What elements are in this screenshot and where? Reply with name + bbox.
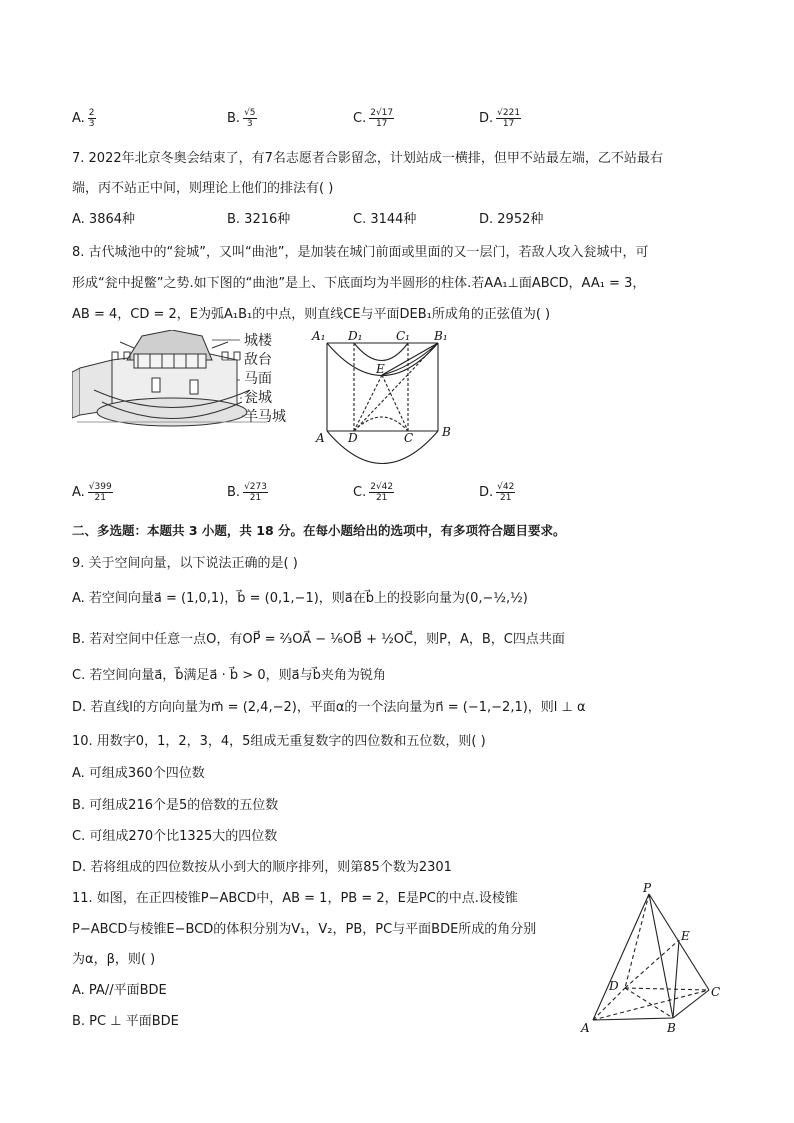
curved-pool-diagram [310, 328, 460, 468]
label-a1: A₁ [312, 329, 326, 343]
q10-option-b[interactable]: B. 可组成216个是5的倍数的五位数 [72, 798, 279, 813]
q6-option-d[interactable]: D. $\frac{√221}{17}$ [479, 108, 521, 129]
q6-option-a[interactable]: A. $\frac{2}{3}$ [72, 108, 95, 129]
label-e: E [376, 362, 385, 376]
q8-line-3: AB = 4，CD = 2，E为弧A₁B₁的中点，则直线CE与平面DEB₁所成角的正弦值为( ) [72, 307, 551, 322]
castle-label: 马面 [244, 371, 272, 387]
label-d1: D₁ [348, 329, 363, 343]
q7-option-a[interactable]: A. 3864种 [72, 212, 136, 227]
top-inner-arc [354, 343, 408, 361]
q8-line-2: 形成“瓮中捉鳖”之势.如下图的“曲池”是上、下底面均为半圆形的柱体.若AA₁⊥面ABCD，AA₁ = 3， [72, 276, 646, 291]
pyramid-figure [575, 880, 735, 1040]
q7-option-b[interactable]: B. 3216种 [227, 212, 291, 227]
curved-pool-figure [310, 328, 460, 468]
q9-stem: 9. 关于空间向量，以下说法正确的是( ) [72, 556, 298, 571]
q7-option-d[interactable]: D. 2952种 [479, 212, 544, 227]
pyramid-diagram [575, 880, 735, 1040]
q8-option-d[interactable]: D. $\frac{√42}{21}$ [479, 482, 515, 503]
q6-option-b[interactable]: B. $\frac{√5}{3}$ [227, 108, 256, 129]
label-d: D [609, 979, 619, 993]
label-a: A [316, 431, 325, 445]
label-c: C [404, 431, 414, 445]
q9-option-d[interactable]: D. 若直线l的方向向量为m⃗ = (2,4,−2)，平面α的一个法向量为n⃗ = (−1,−2,1)，则l ⊥ α [72, 700, 586, 715]
castle-label: 敌台 [244, 352, 272, 368]
label-b1: B₁ [434, 329, 448, 343]
q7-option-c[interactable]: C. 3144种 [353, 212, 417, 227]
castle-illustration [72, 330, 302, 430]
q9-option-a[interactable]: A. 若空间向量a⃗ = (1,0,1)，b⃗ = (0,1,−1)，则a⃗在b⃗上的投影向量为(0,−½,½) [72, 591, 528, 606]
q9-option-b[interactable]: B. 若对空间中任意一点O，有OP⃗ = ⅔OA⃗ − ⅙OB⃗ + ½OC⃗，则P，A，B，C四点共面 [72, 632, 565, 647]
castle-label: 瓮城 [244, 390, 272, 406]
castle-label: 城楼 [244, 333, 272, 349]
castle-labels [244, 332, 286, 427]
label-e: E [681, 929, 690, 943]
q8-option-a[interactable]: A. $\frac{√399}{21}$ [72, 482, 112, 503]
q11-line-2: P−ABCD与棱锥E−BCD的体积分别为V₁，V₂，PB，PC与平面BDE所成的角分别 [72, 922, 537, 937]
q11-option-b[interactable]: B. PC ⊥ 平面BDE [72, 1014, 179, 1029]
q7-line-2: 端，丙不站正中间，则理论上他们的排法有( ) [72, 181, 334, 196]
section-heading: 二、多选题：本题共 3 小题，共 18 分。在每小题给出的选项中，有多项符合题目要求。 [72, 523, 566, 538]
label-b: B [667, 1021, 676, 1035]
q9-option-c[interactable]: C. 若空间向量a⃗，b⃗满足a⃗ · b⃗ > 0，则a⃗与b⃗夹角为锐角 [72, 668, 386, 683]
label-c1: C₁ [396, 329, 410, 343]
q10-option-d[interactable]: D. 若将组成的四位数按从小到大的顺序排列，则第85个数为2301 [72, 860, 452, 875]
q10-option-a[interactable]: A. 可组成360个四位数 [72, 766, 205, 781]
q8-option-b[interactable]: B. $\frac{√273}{21}$ [227, 482, 267, 503]
q7-line-1: 7. 2022年北京冬奥会结束了，有7名志愿者合影留念，计划站成一横排，但甲不站最左端，乙不站最右 [72, 151, 663, 166]
q11-option-a[interactable]: A. PA//平面BDE [72, 983, 167, 998]
label-c: C [711, 985, 721, 999]
label-d: D [348, 431, 358, 445]
bottom-arc [327, 431, 438, 464]
q10-stem: 10. 用数字0，1，2，3，4，5组成无重复数字的四位数和五位数，则( ) [72, 734, 486, 749]
label-a: A [581, 1021, 590, 1035]
q8-option-c[interactable]: C. $\frac{2√42}{21}$ [353, 482, 394, 503]
q10-option-c[interactable]: C. 可组成270个比1325大的四位数 [72, 829, 278, 844]
q8-line-1: 8. 古代城池中的“瓮城”，又叫“曲池”，是加装在城门前面或里面的又一层门，若敌人攻入瓮城中，可 [72, 245, 649, 260]
q11-line-3: 为α，β，则( ) [72, 952, 156, 967]
label-p: P [643, 881, 652, 895]
label-b: B [442, 425, 451, 439]
q6-option-c[interactable]: C. $\frac{2√17}{17}$ [353, 108, 394, 129]
castle-label: 羊马城 [244, 409, 286, 425]
q11-line-1: 11. 如图，在正四棱锥P−ABCD中，AB = 1，PB = 2，E是PC的中点.设棱锥 [72, 891, 518, 906]
